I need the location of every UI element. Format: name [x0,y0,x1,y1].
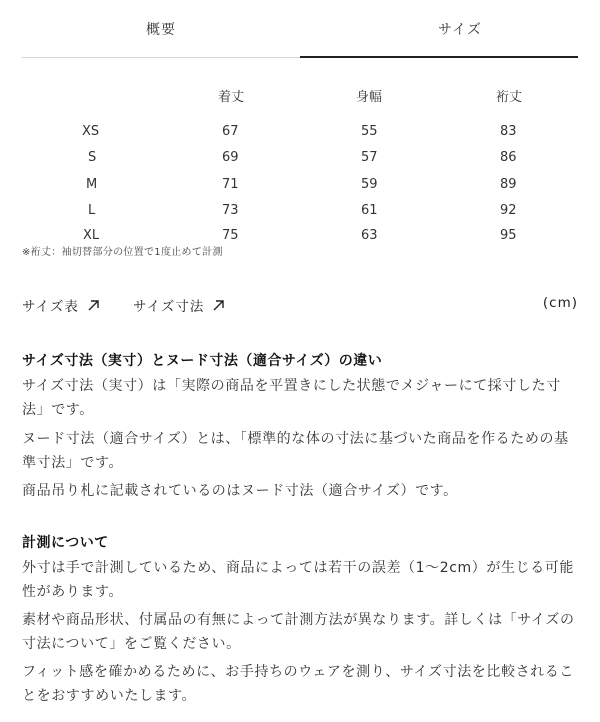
paragraph: ヌード寸法（適合サイズ）とは、「標準的な体の寸法に基づいた商品を作るための基準寸法」です。 [22,431,569,471]
external-arrow-icon [87,299,100,312]
column-header-width: 身幅 [356,90,383,105]
table-cell: 75 [222,228,239,243]
size-chart-link-label: サイズ表 [22,299,79,315]
size-chart-link[interactable] [22,295,100,315]
size-label: XL [83,228,100,243]
tab-size[interactable] [300,0,578,57]
table-cell: 55 [361,124,378,139]
paragraph: フィット感を確かめるために、お手持ちのウェアを測り、サイズ寸法を比較されることをおすすめいたします。 [22,664,574,704]
size-label: S [88,150,97,165]
paragraph: 素材や商品形状、付属品の有無によって計測方法が異なります。詳しくは「サイズの寸法について」をご覧ください。 [22,612,575,652]
measurement-note: ※裄丈：袖切替部分の位置で1度止めて計測 [22,247,223,258]
size-label: M [86,177,98,192]
table-cell: 83 [500,124,517,139]
size-label: L [88,203,96,218]
paragraph: 外寸は手で計測しているため、商品によっては若干の誤差（1〜2cm）が生じる可能性があります。 [22,560,574,600]
paragraph: 商品吊り札に記載されているのはヌード寸法（適合サイズ）です。 [22,483,458,499]
table-cell: 61 [361,203,378,218]
section-heading: サイズ寸法（実寸）とヌード寸法（適合サイズ）の違い [22,353,383,369]
tab-overview[interactable] [22,0,300,57]
column-header-length: 着丈 [218,90,245,105]
table-cell: 86 [500,150,517,165]
tab-overview-label: 概要 [146,22,176,38]
table-cell: 71 [222,177,239,192]
external-arrow-icon [212,299,225,312]
size-measure-link-label: サイズ寸法 [133,299,205,315]
table-cell: 59 [361,177,378,192]
paragraph: サイズ寸法（実寸）は「実際の商品を平置きにした状態でメジャーにて採寸した寸法」です。 [22,378,561,418]
size-label: XS [82,124,100,139]
tab-size-label: サイズ [438,22,482,38]
unit-label: (cm) [542,295,578,311]
table-cell: 57 [361,150,378,165]
table-cell: 69 [222,150,239,165]
section-heading: 計測について [22,535,109,551]
table-cell: 67 [222,124,239,139]
table-cell: 63 [361,228,378,243]
table-cell: 95 [500,228,517,243]
size-measure-link[interactable] [133,295,225,315]
table-cell: 92 [500,203,517,218]
table-cell: 89 [500,177,517,192]
tab-bar [22,0,578,58]
table-cell: 73 [222,203,239,218]
column-header-sleeve: 裄丈 [496,90,523,105]
